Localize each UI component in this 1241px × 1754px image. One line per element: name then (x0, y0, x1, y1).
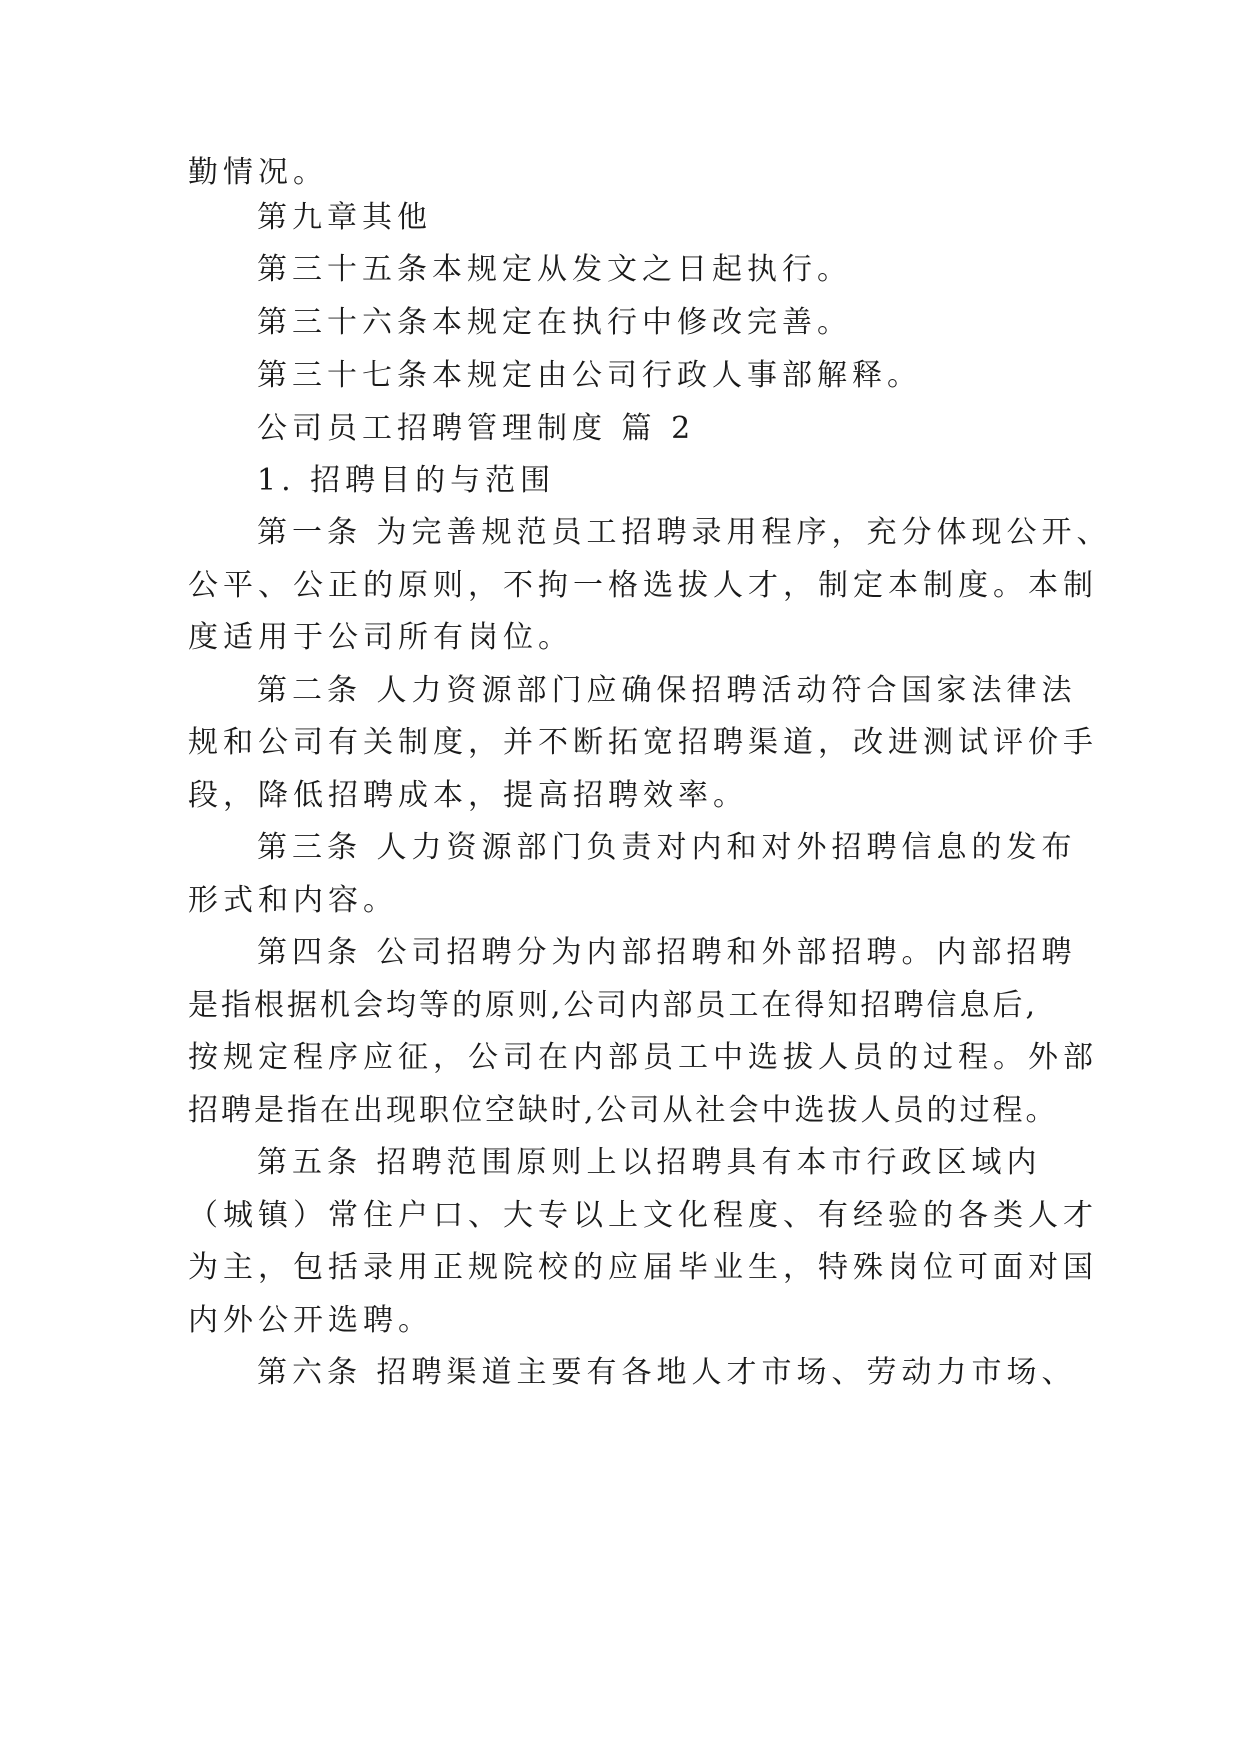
text-line: 招聘是指在出现职位空缺时,公司从社会中选拔人员的过程。 (188, 1093, 1059, 1128)
text-line: 第三十六条本规定在执行中修改完善。 (257, 305, 852, 340)
text-line: 为主，包括录用正规院校的应届毕业生，特殊岗位可面对国 (188, 1250, 1098, 1285)
text-line: 第一条 为完善规范员工招聘录用程序，充分体现公开、 (257, 515, 1112, 550)
chapter-heading: 第九章其他 (257, 200, 432, 235)
text-line: 第五条 招聘范围原则上以招聘具有本市行政区域内 (257, 1145, 1042, 1180)
text-line: 按规定程序应征，公司在内部员工中选拔人员的过程。外部 (188, 1040, 1098, 1075)
text-line: 第三十七条本规定由公司行政人事部解释。 (257, 358, 922, 393)
text-line: 第四条 公司招聘分为内部招聘和外部招聘。内部招聘 (257, 935, 1077, 970)
text-line: 是指根据机会均等的原则,公司内部员工在得知招聘信息后, (188, 988, 1039, 1023)
text-line: （城镇）常住户口、大专以上文化程度、有经验的各类人才 (188, 1198, 1098, 1233)
text-line: 勤情况。 (188, 155, 328, 190)
section-heading: 1. 招聘目的与范围 (257, 463, 556, 498)
text-line: 第三条 人力资源部门负责对内和对外招聘信息的发布 (257, 830, 1077, 865)
text-line: 度适用于公司所有岗位。 (188, 620, 573, 655)
text-line: 规和公司有关制度，并不断拓宽招聘渠道，改进测试评价手 (188, 725, 1098, 760)
text-line: 第二条 人力资源部门应确保招聘活动符合国家法律法 (257, 673, 1077, 708)
text-line: 段，降低招聘成本，提高招聘效率。 (188, 778, 748, 813)
text-line: 第六条 招聘渠道主要有各地人才市场、劳动力市场、 (257, 1355, 1077, 1390)
text-line: 内外公开选聘。 (188, 1303, 433, 1338)
text-line: 第三十五条本规定从发文之日起执行。 (257, 252, 852, 287)
text-line: 形式和内容。 (188, 883, 398, 918)
section-heading: 公司员工招聘管理制度 篇 2 (257, 411, 696, 446)
text-line: 公平、公正的原则，不拘一格选拔人才，制定本制度。本制 (188, 568, 1098, 603)
